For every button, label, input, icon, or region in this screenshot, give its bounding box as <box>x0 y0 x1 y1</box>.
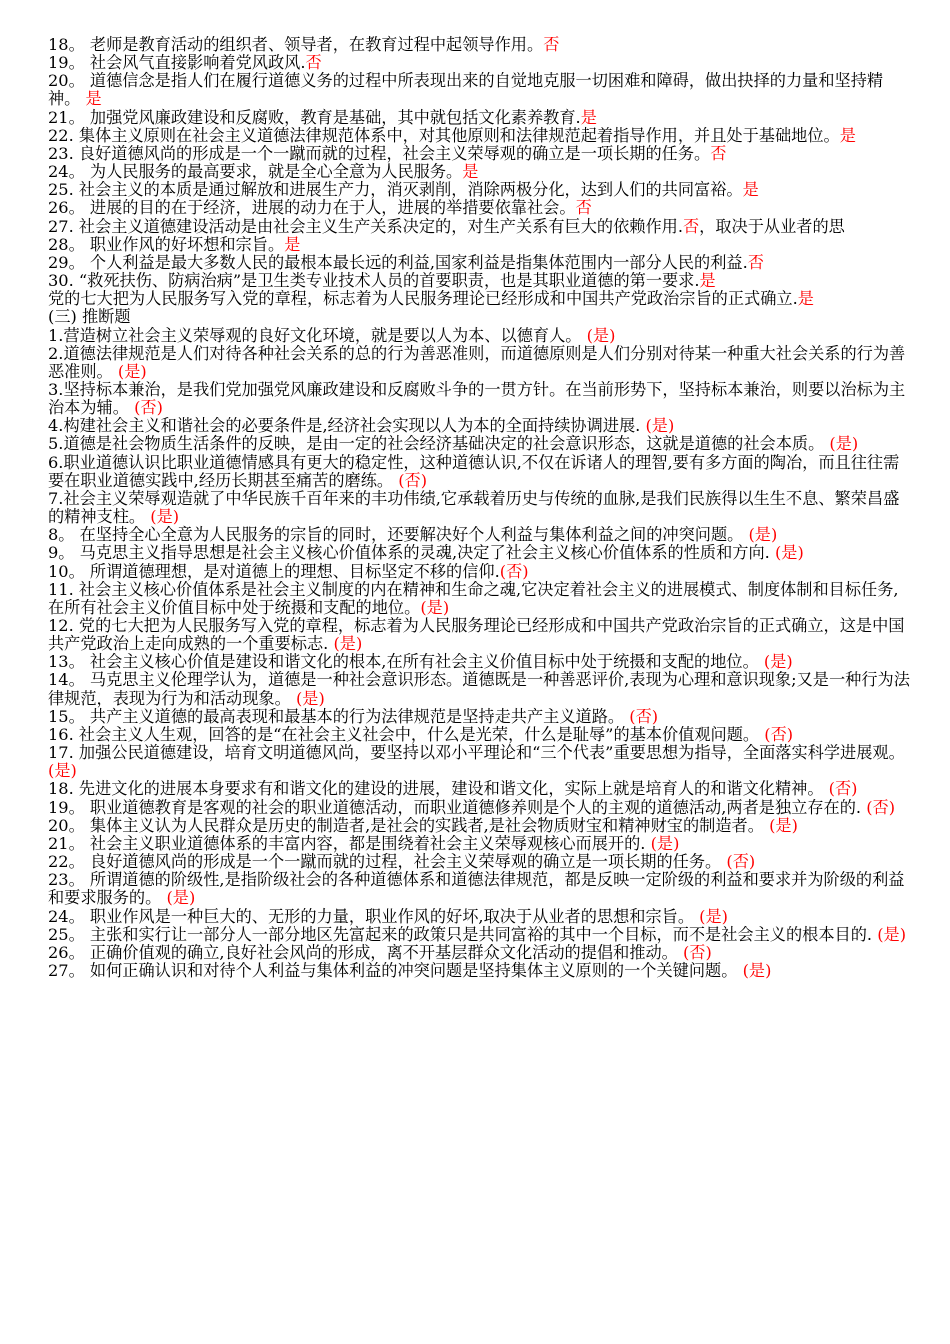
answer-mark: 否 <box>305 53 322 73</box>
text-paragraph <box>48 145 910 163</box>
text-paragraph <box>48 72 910 108</box>
statement-text: 9。 马克思主义指导思想是社会主义核心价值体系的灵魂,决定了社会主义核心价值体系的性质和方向. <box>48 543 775 563</box>
answer-mark: (否) <box>134 398 163 418</box>
statement-text: 1.营造树立社会主义荣辱观的良好文化环境，就是要以人为本、以德育人。 <box>48 325 587 345</box>
statement-text: 25. 社会主义的本质是通过解放和进展生产力，消灭剥削，消除两极分化，达到人们的共同富裕。 <box>48 180 743 200</box>
text-paragraph <box>48 36 910 54</box>
answer-mark: (是) <box>150 507 180 527</box>
answer-mark: (否) <box>682 942 712 962</box>
text-paragraph <box>48 345 910 381</box>
text-paragraph <box>48 218 910 236</box>
statement-text: 7.社会主义荣辱观造就了中华民族千百年来的丰功伟绩,它承载着历史与传统的血脉,是我们民族得以生生不息、繁荣昌盛的精神支柱。 <box>48 488 900 527</box>
statement-text: 17. 加强公民道德建设，培育文明道德风尚，要坚持以邓小平理论和“三个代表”重要思想为指导，全面落实科学进展观。 <box>48 743 905 763</box>
answer-mark: 否 <box>710 143 727 163</box>
answer-mark: 是 <box>462 162 479 182</box>
statement-text: 6.职业道德认识比职业道德情感具有更大的稳定性，这种道德认识,不仅在诉诸人的理智,要有多方面的陶冶，而且往往需要在职业道德实践中,经历长期甚至痛苦的磨练。 <box>48 452 900 490</box>
statement-text: 党的七大把为人民服务写入党的章程，标志着为人民服务理论已经形成和中国共产党政治宗旨的正式确立. <box>48 289 798 309</box>
text-paragraph <box>48 671 910 707</box>
answer-mark: (是) <box>769 815 798 835</box>
statement-text: 27. 社会主义道德建设活动是由社会主义生产关系决定的，对生产关系有巨大的依赖作用. <box>48 216 683 236</box>
text-paragraph <box>48 581 910 617</box>
statement-text-continued: ，取决于从业者的思 <box>699 216 845 236</box>
text-paragraph <box>48 799 910 817</box>
answer-mark: (是) <box>742 960 772 980</box>
answer-mark: (是) <box>166 888 196 908</box>
text-paragraph <box>48 835 910 853</box>
text-paragraph <box>48 163 910 181</box>
text-paragraph <box>48 327 910 345</box>
statement-text: 18。 老师是教育活动的组织者、领导者，在教育过程中起领导作用。 <box>48 35 544 54</box>
statement-text: 11. 社会主义核心价值体系是社会主义制度的内在精神和生命之魂,它决定着社会主义的进展模式、制度体制和目标任务,在所有社会主义价值目标中处于统摄和支配的地位。 <box>48 579 899 617</box>
answer-mark: 否 <box>543 35 560 54</box>
answer-mark: (是) <box>586 325 616 345</box>
text-paragraph <box>48 236 910 254</box>
answer-mark: 是 <box>85 89 102 109</box>
statement-text: 19。 职业道德教育是客观的社会的职业道德活动，而职业道德修养则是个人的主观的道德活动,两者是独立存在的. <box>48 797 867 817</box>
text-paragraph <box>48 454 910 490</box>
statement-text: 26。 正确价值观的确立,良好社会风尚的形成，离不开基层群众文化活动的提倡和推动。 <box>48 942 683 962</box>
answer-mark: (否) <box>866 797 896 817</box>
text-paragraph <box>48 780 910 798</box>
answer-mark: (是) <box>645 416 675 436</box>
answer-mark: (是) <box>333 634 363 654</box>
answer-mark: (是) <box>748 525 778 545</box>
statement-text: 4.构建社会主义和谐社会的必要条件是,经济社会实现以人为本的全面持续协调进展. <box>48 416 646 436</box>
text-paragraph <box>48 853 910 871</box>
answer-mark: (否) <box>764 724 794 744</box>
text-paragraph <box>48 54 910 72</box>
answer-mark: (是) <box>877 924 907 944</box>
text-paragraph <box>48 744 910 780</box>
statement-text: 20。 道德信念是指人们在履行道德义务的过程中所表现出来的自觉地克服一切困难和障碍，做出抉择的力量和坚持精神。 <box>48 71 884 109</box>
text-paragraph <box>48 944 910 962</box>
text-paragraph <box>48 563 910 581</box>
text-paragraph <box>48 435 910 453</box>
text-paragraph <box>48 272 910 290</box>
answer-mark: (是) <box>48 761 77 781</box>
statement-text: 22. 集体主义原则在社会主义道德法律规范体系中，对其他原则和法律规范起着指导作用，并且处于基础地位。 <box>48 125 840 145</box>
text-paragraph <box>48 926 910 944</box>
text-paragraph <box>48 653 910 671</box>
statement-text: 25。 主张和实行让一部分人一部分地区先富起来的政策只是共同富裕的其中一个目标，而不是社会主义的根本目的. <box>48 924 878 944</box>
statement-text: 19。 社会风气直接影响着党风政风. <box>48 53 306 73</box>
answer-mark: (否) <box>629 706 659 726</box>
statement-text: 26。 进展的目的在于经济，进展的动力在于人，进展的举措要依靠社会。 <box>48 198 576 218</box>
text-paragraph <box>48 544 910 562</box>
text-paragraph <box>48 962 910 980</box>
text-paragraph <box>48 127 910 145</box>
answer-mark: 否 <box>682 216 700 236</box>
statement-text: 8。 在坚持全心全意为人民服务的宗旨的同时，还要解决好个人利益与集体利益之间的冲突问题。 <box>48 525 749 545</box>
statement-text: 2.道德法律规范是人们对待各种社会关系的总的行为善恶准则，而道德原则是人们分别对待某一种重大社会关系的行为善恶准则。 <box>48 343 906 381</box>
answer-mark: (是) <box>699 906 728 926</box>
text-paragraph <box>48 490 910 526</box>
statement-text: 21。 加强党风廉政建设和反腐败，教育是基础，其中就包括文化素养教育. <box>48 107 581 127</box>
answer-mark: (否) <box>499 561 529 581</box>
answer-mark: (是) <box>117 361 147 381</box>
statement-text: 23. 良好道德风尚的形成是一个一蹴而就的过程，社会主义荣辱观的确立是一项长期的任务。 <box>48 143 711 163</box>
answer-mark: (是) <box>650 833 680 853</box>
text-paragraph <box>48 617 910 653</box>
statement-text: 20。 集体主义认为人民群众是历史的制造者,是社会的实践者,是社会物质财宝和精神财宝的制造者。 <box>48 815 770 835</box>
statement-text: 5.道德是社会物质生活条件的反映，是由一定的社会经济基础决定的社会意识形态，这就是道德的社会本质。 <box>48 434 830 454</box>
answer-mark: 是 <box>742 180 759 200</box>
text-paragraph <box>48 181 910 199</box>
text-paragraph <box>48 817 910 835</box>
text-paragraph <box>48 199 910 217</box>
text-paragraph <box>48 871 910 907</box>
statement-text: (三) 推断题 <box>48 307 131 327</box>
statement-text: 18. 先进文化的进展本身要求有和谐文化的建设的进展，建设和谐文化，实际上就是培育人的和谐文化精神。 <box>48 779 829 799</box>
answer-mark: 否 <box>747 252 764 272</box>
statement-text: 27。 如何正确认识和对待个人利益与集体利益的冲突问题是坚持集体主义原则的一个关键问题。 <box>48 960 743 980</box>
statement-text: 10。 所谓道德理想，是对道德上的理想、目标坚定不移的信仰. <box>48 561 500 581</box>
statement-text: 30. “救死扶伤、防病治病”是卫生类专业技术人员的首要职责，也是其职业道德的第一要求. <box>48 271 700 291</box>
answer-mark: (是) <box>295 688 325 708</box>
text-paragraph <box>48 526 910 544</box>
answer-mark: (是) <box>420 597 450 617</box>
statement-text: 13。 社会主义核心价值是建设和谐文化的根本,在所有社会主义价值目标中处于统摄和支配的地位。 <box>48 652 764 672</box>
text-paragraph <box>48 726 910 744</box>
statement-text: 23。 所谓道德的阶级性,是指阶级社会的各种道德体系和道德法律规范，都是反映一定阶级的利益和要求并为阶级的利益和要求服务的。 <box>48 870 905 908</box>
text-paragraph <box>48 708 910 726</box>
answer-mark: (否) <box>726 852 756 872</box>
answer-mark: 是 <box>580 107 597 127</box>
answer-mark: 否 <box>575 198 592 218</box>
statement-text: 28。 职业作风的好坏想和宗旨。 <box>48 234 285 254</box>
answer-mark: 是 <box>284 234 301 254</box>
answer-mark: 是 <box>839 125 856 145</box>
statement-text: 3.坚持标本兼治，是我们党加强党风廉政建设和反腐败斗争的一贯方针。在当前形势下，坚持标本兼治，则要以治标为主治本为辅。 <box>48 379 906 418</box>
text-paragraph <box>48 417 910 435</box>
statement-text: 12. 党的七大把为人民服务写入党的章程，标志着为人民服务理论已经形成和中国共产党政治宗旨的正式确立，这是中国共产党政治上走向成熟的一个重要标志. <box>48 616 905 654</box>
statement-text: 22。 良好道德风尚的形成是一个一蹴而就的过程，社会主义荣辱观的确立是一项长期的任务。 <box>48 852 727 872</box>
statement-text: 14。 马克思主义伦理学认为，道德是一种社会意识形态。道德既是一种善恶评价,表现为心理和意识现象;又是一种行为法律规范，表现为行为和活动现象。 <box>48 670 910 708</box>
statement-text: 24。 职业作风是一种巨大的、无形的力量，职业作风的好坏,取决于从业者的思想和宗旨。 <box>48 906 700 926</box>
statement-text: 29。 个人利益是最大多数人民的最根本最长远的利益,国家利益是指集体范围内一部分人民的利益. <box>48 252 748 272</box>
answer-mark: 是 <box>797 289 814 309</box>
answer-mark: (是) <box>763 652 793 672</box>
answer-mark: 是 <box>699 271 716 291</box>
answer-mark: (否) <box>398 470 428 490</box>
text-paragraph <box>48 308 910 326</box>
text-paragraph <box>48 381 910 417</box>
statement-text: 15。 共产主义道德的最高表现和最基本的行为法律规范是坚持走共产主义道路。 <box>48 706 630 726</box>
statement-text: 16. 社会主义人生观，回答的是“在社会主义社会中，什么是光荣，什么是耻辱”的基本价值观问题。 <box>48 724 765 744</box>
statement-text: 21。 社会主义职业道德体系的丰富内容，都是围绕着社会主义荣辱观核心而展开的. <box>48 833 651 853</box>
statement-text: 24。 为人民服务的最高要求，就是全心全意为人民服务。 <box>48 162 463 182</box>
answer-mark: (是) <box>774 543 804 563</box>
text-paragraph <box>48 290 910 308</box>
text-paragraph <box>48 254 910 272</box>
answer-mark: (否) <box>828 779 858 799</box>
text-paragraph <box>48 908 910 926</box>
answer-mark: (是) <box>829 434 859 454</box>
text-paragraph <box>48 109 910 127</box>
